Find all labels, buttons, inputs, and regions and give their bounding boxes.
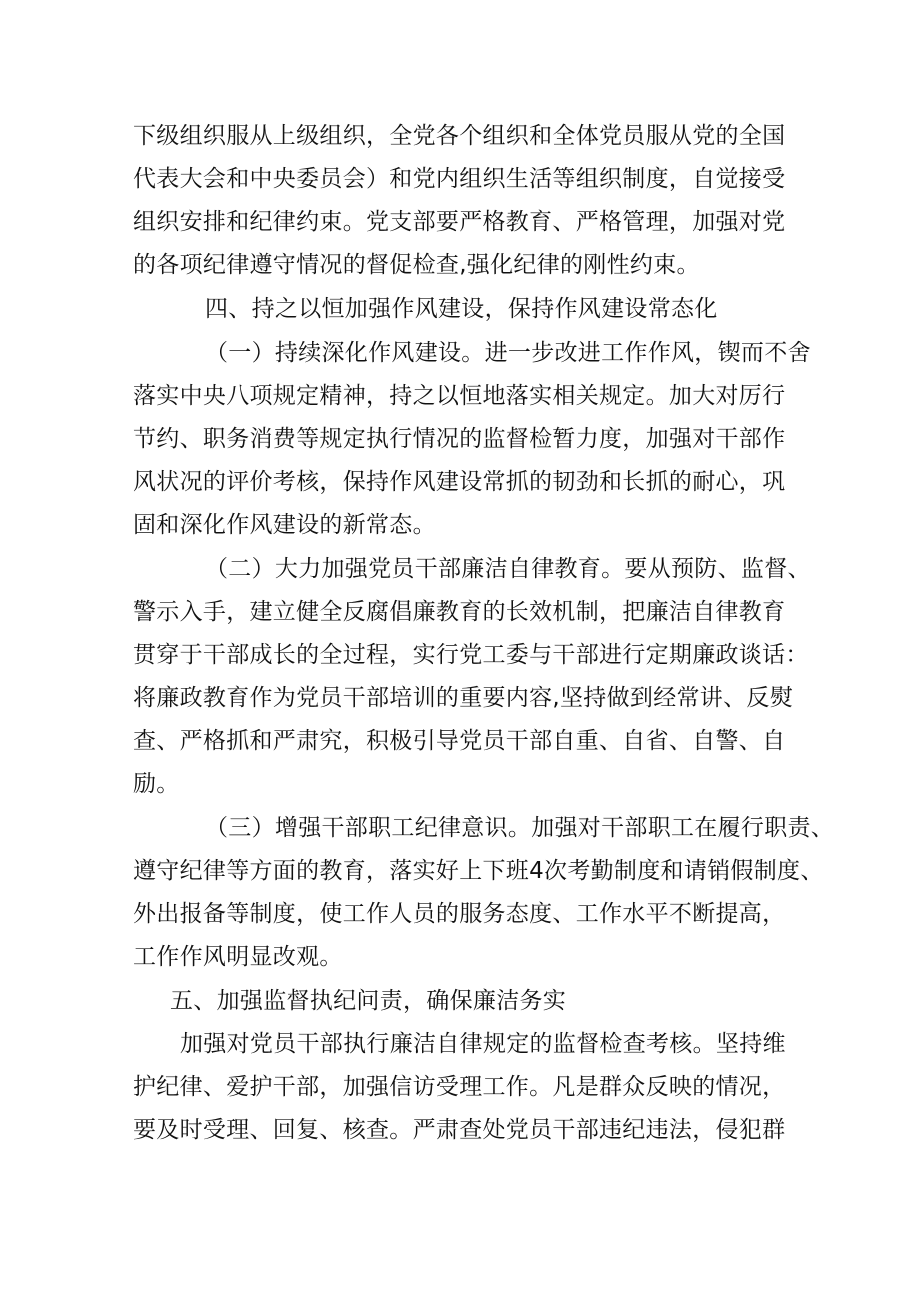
text-line: 下级组织服从上级组织，全党各个组织和全体党员服从党的全国	[133, 123, 786, 149]
text-line: 护纪律、爱护干部，加强信访受理工作。凡是群众反映的情况，	[133, 1074, 786, 1100]
text-line: 的各项纪律遵守情况的督促检查,强化纪律的刚性约束。	[133, 252, 700, 278]
text-line: 加强对党员干部执行廉洁自律规定的监督检查考核。坚持维	[180, 1031, 786, 1057]
text-line: 外出报备等制度，使工作人员的服务态度、工作水平不断提高，	[133, 901, 786, 927]
text-line: 代表大会和中央委员会）和党内组织生活等组织制度，自觉接受	[133, 166, 786, 192]
text-line: 组织安排和纪律约束。党支部要严格教育、严格管理，加强对党	[133, 209, 786, 235]
text-line: 工作作风明显改观。	[133, 944, 343, 970]
text-line: 要及时受理、回复、核查。严肃查处党员干部违纪违法，侵犯群	[133, 1117, 786, 1143]
text-line: 固和深化作风建设的新常态。	[133, 512, 436, 538]
text-line: 贯穿于干部成长的全过程，实行党工委与干部进行定期廉政谈话：	[133, 642, 809, 668]
text-line: 查、严格抓和严肃究，积极引导党员干部自重、自省、自警、自	[133, 728, 786, 754]
subsection-heading: （一）持续深化作风建设。进一步改进工作作风，锲而不舍	[205, 340, 811, 366]
section-heading: 四、持之以恒加强作风建设，保持作风建设常态化	[205, 296, 718, 322]
text-line: 将廉政教育作为党员干部培训的重要内容,坚持做到经常讲、反熨	[133, 685, 794, 711]
text-line: 遵守纪律等方面的教育，落实好上下班4次考勤制度和请销假制度、	[133, 858, 824, 884]
text-line: 节约、职务消费等规定执行情况的监督检暂力度，加强对干部作	[133, 426, 786, 452]
text-line: 落实中央八项规定精神，持之以恒地落实相关规定。加大对厉行	[133, 383, 786, 409]
subsection-heading: （三）增强干部职工纪律意识。加强对干部职工在履行职责、	[205, 815, 835, 841]
text-line: 励。	[133, 771, 180, 797]
text-line: 警示入手，建立健全反腐倡廉教育的长效机制，把廉洁自律教育	[133, 599, 786, 625]
text-line: 风状况的评价考核，保持作风建设常抓的韧劲和长抓的耐心，巩	[133, 469, 786, 495]
subsection-heading: （二）大力加强党员干部廉洁自律教育。要从预防、监督、	[205, 556, 811, 582]
section-heading: 五、加强监督执纪问责，确保廉洁务实	[170, 988, 567, 1014]
